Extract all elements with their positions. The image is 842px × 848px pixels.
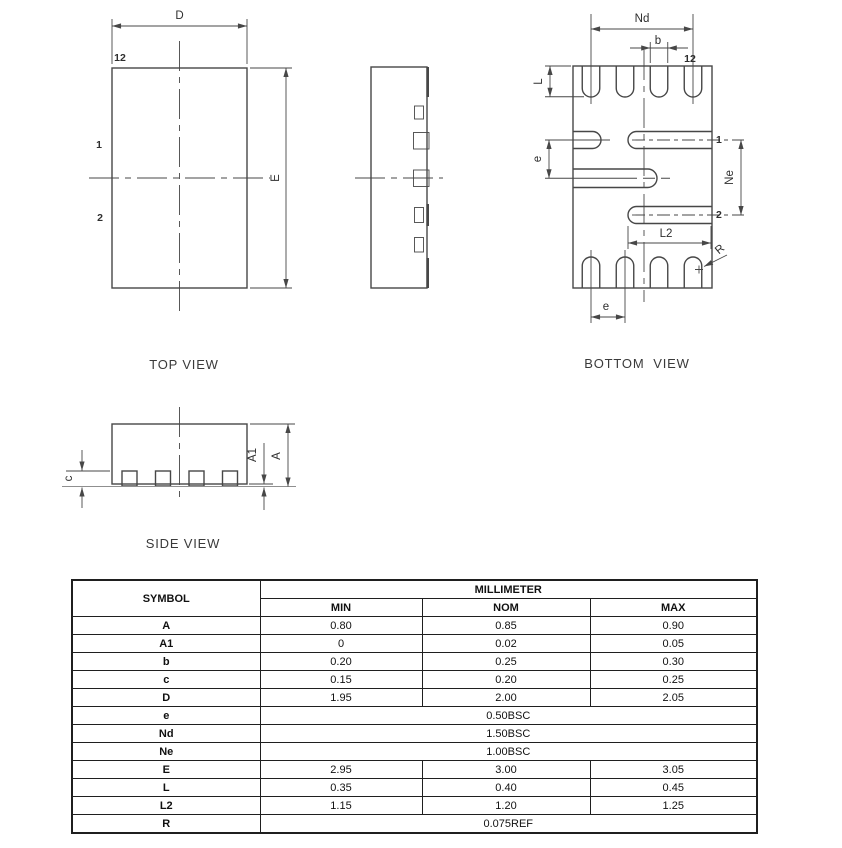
side-view	[62, 407, 296, 551]
dim-label-d: D	[175, 10, 184, 22]
pin	[415, 238, 424, 253]
dim-label-ne: Ne	[724, 170, 736, 185]
min-header: MIN	[260, 599, 422, 617]
max-cell: 0.90	[590, 617, 757, 635]
table-row	[72, 671, 757, 689]
symbol-header: SYMBOL	[72, 580, 260, 617]
radius-leader-arrow	[704, 255, 727, 267]
value-cell: 0.075REF	[260, 815, 757, 834]
side-view-caption: SIDE VIEW	[145, 536, 221, 551]
dim-label-a: A	[271, 452, 283, 460]
symbol-cell: E	[72, 761, 260, 779]
end-view-package-outline	[371, 67, 427, 288]
table-row	[72, 707, 757, 725]
end-view	[355, 67, 443, 288]
dim-label-c: c	[63, 475, 75, 482]
dim-label-r: R	[713, 242, 728, 257]
symbol-cell: b	[72, 653, 260, 671]
bottom-view-package-outline	[573, 66, 712, 288]
max-cell: 0.30	[590, 653, 757, 671]
dim-label-nd: Nd	[634, 13, 650, 25]
symbol-cell: c	[72, 671, 260, 689]
max-cell: 0.05	[590, 635, 757, 653]
min-cell: 2.95	[260, 761, 422, 779]
top-view-caption: TOP VIEW	[149, 357, 219, 372]
symbol-cell: L	[72, 779, 260, 797]
pin-label-2: 2	[716, 209, 722, 221]
nom-cell: 3.00	[422, 761, 590, 779]
table-row	[72, 779, 757, 797]
table-header-row	[72, 580, 757, 599]
dim-label-e-side: e	[532, 155, 544, 163]
top-view	[89, 10, 292, 372]
dim-label-l: L	[533, 78, 545, 85]
table-row	[72, 689, 757, 707]
min-cell: 0.20	[260, 653, 422, 671]
dimension-table	[71, 579, 758, 834]
bottom-view-caption: BOTTOM VIEW	[584, 356, 690, 371]
nom-cell: 0.40	[422, 779, 590, 797]
symbol-cell: A	[72, 617, 260, 635]
bottom-view	[532, 13, 744, 371]
table-row	[72, 617, 757, 635]
pin-label-1: 1	[96, 139, 102, 151]
min-cell: 0.35	[260, 779, 422, 797]
nom-cell: 0.02	[422, 635, 590, 653]
symbol-cell: D	[72, 689, 260, 707]
dim-label-a1: A1	[247, 447, 259, 463]
min-cell: 1.95	[260, 689, 422, 707]
min-cell: 1.15	[260, 797, 422, 815]
pin	[415, 106, 424, 119]
value-cell: 1.50BSC	[260, 725, 757, 743]
value-cell: 0.50BSC	[260, 707, 757, 725]
table-row	[72, 725, 757, 743]
max-cell: 0.25	[590, 671, 757, 689]
min-cell: 0	[260, 635, 422, 653]
pin-label-2: 2	[97, 212, 103, 224]
pin-label-12: 12	[684, 53, 696, 65]
dim-label-e-bottom: e	[602, 301, 610, 313]
value-cell: 1.00BSC	[260, 743, 757, 761]
max-cell: 2.05	[590, 689, 757, 707]
pin-label-1: 1	[716, 134, 722, 146]
unit-header: MILLIMETER	[260, 580, 757, 599]
dim-label-b: b	[654, 35, 662, 47]
min-cell: 0.80	[260, 617, 422, 635]
dim-label-e: E	[270, 174, 282, 182]
symbol-cell: Nd	[72, 725, 260, 743]
max-cell: 1.25	[590, 797, 757, 815]
max-header: MAX	[590, 599, 757, 617]
nom-cell: 2.00	[422, 689, 590, 707]
pin	[650, 257, 668, 288]
nom-cell: 0.85	[422, 617, 590, 635]
symbol-cell: A1	[72, 635, 260, 653]
nom-header: NOM	[422, 599, 590, 617]
dimension-extension-lines	[545, 66, 584, 97]
nom-cell: 1.20	[422, 797, 590, 815]
table-row	[72, 761, 757, 779]
table-row	[72, 743, 757, 761]
nom-cell: 0.25	[422, 653, 590, 671]
dim-label-l2: L2	[659, 228, 673, 240]
top-pin-centerlines	[591, 14, 693, 104]
pin	[616, 66, 634, 97]
table-row	[72, 797, 757, 815]
max-cell: 0.45	[590, 779, 757, 797]
max-cell: 3.05	[590, 761, 757, 779]
table-row	[72, 653, 757, 671]
symbol-cell: R	[72, 815, 260, 834]
pin-label-12: 12	[114, 52, 126, 64]
table-row	[72, 635, 757, 653]
table-row	[72, 815, 757, 834]
symbol-cell: Ne	[72, 743, 260, 761]
symbol-cell: e	[72, 707, 260, 725]
min-cell: 0.15	[260, 671, 422, 689]
symbol-cell: L2	[72, 797, 260, 815]
pin	[415, 208, 424, 223]
pin	[650, 66, 668, 97]
nom-cell: 0.20	[422, 671, 590, 689]
